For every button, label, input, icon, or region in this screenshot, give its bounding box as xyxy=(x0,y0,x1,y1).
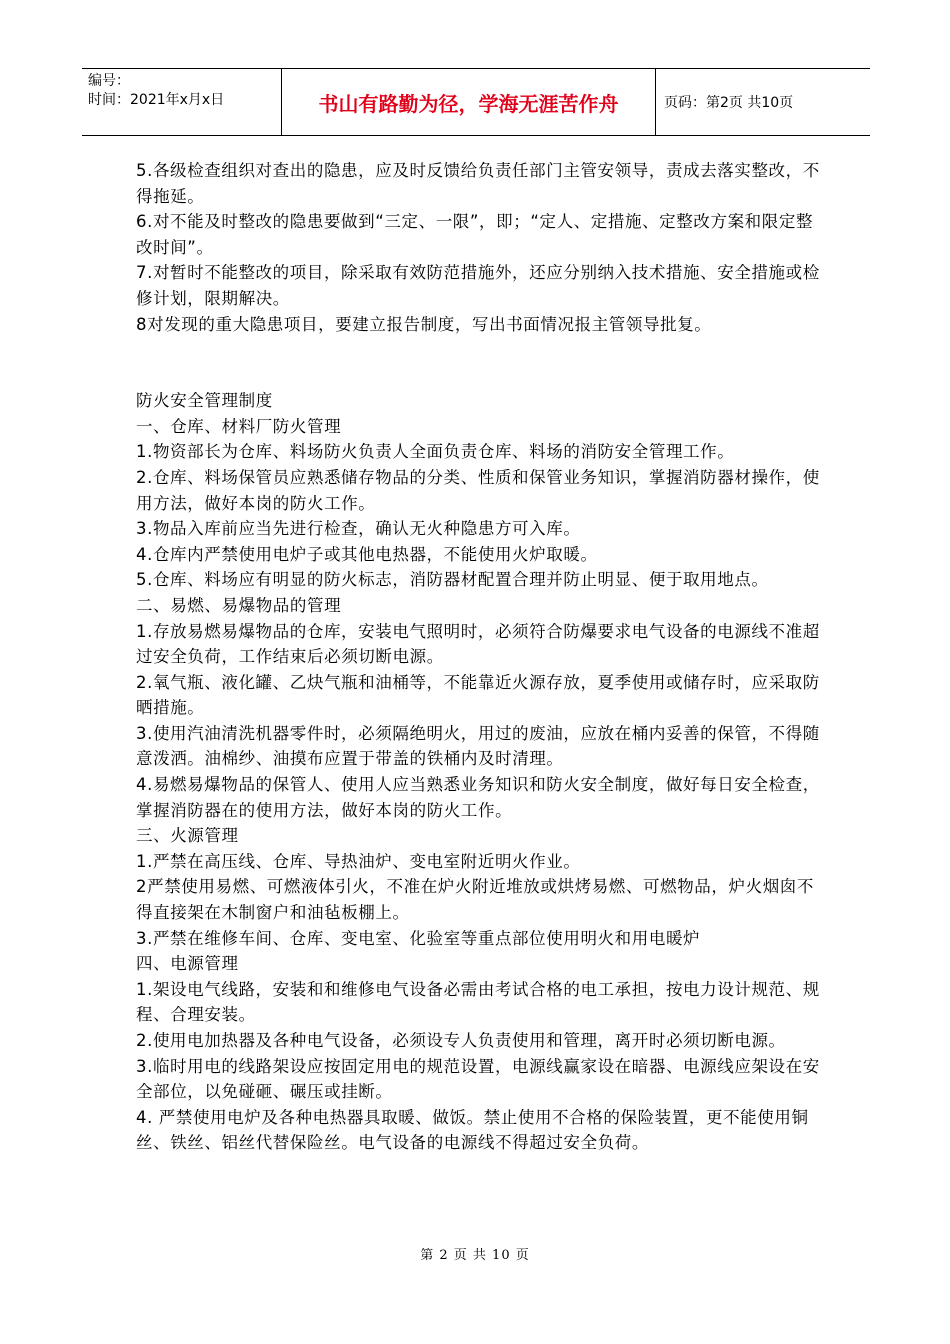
document-time-label: 时间：2021年x月x日 xyxy=(88,92,225,108)
document-body xyxy=(136,158,820,1156)
paragraph: 3.物品入库前应当先进行检查，确认无火种隐患方可入库。 xyxy=(136,519,581,539)
paragraph: 3.临时用电的线路架设应按固定用电的规范设置，电源线赢家设在暗器、电源线应架设在安全部位，以免碰砸、碾压或挂断。 xyxy=(136,1056,820,1102)
section-heading: 一、仓库、材料厂防火管理 xyxy=(136,416,342,436)
section-title: 防火安全管理制度 xyxy=(136,391,273,411)
section-heading: 二、易燃、易爆物品的管理 xyxy=(136,595,342,615)
paragraph: 2严禁使用易燃、可燃液体引火，不准在炉火附近堆放或烘烤易燃、可燃物品，炉火烟囱不得直接架在木制窗户和油毡板棚上。 xyxy=(136,877,814,923)
paragraph: 5.各级检查组织对查出的隐患，应及时反馈给负责任部门主管安领导，责成去落实整改，不得拖延。 xyxy=(136,161,820,206)
paragraph: 6.对不能及时整改的隐患要做到“三定、一限”，即；“定人、定措施、定整改方案和限定整改时间”。 xyxy=(136,212,814,257)
page-footer: 第 2 页 共 10 页 xyxy=(420,1248,530,1263)
paragraph: 5.仓库、料场应有明显的防火标志，消防器材配置合理并防止明显、便于取用地点。 xyxy=(136,570,769,590)
paragraph: 2.使用电加热器及各种电气设备，必须设专人负责使用和管理，离开时必须切断电源。 xyxy=(136,1031,786,1050)
header-motto: 书山有路勤为径，学海无涯苦作舟 xyxy=(282,69,656,135)
paragraph: 4.易燃易爆物品的保管人、使用人应当熟悉业务知识和防火安全制度，做好每日安全检查，掌握消防器在的使用方法，做好本岗的防火工作。 xyxy=(136,775,820,820)
document-number-label: 编号： xyxy=(88,73,130,89)
paragraph: 1.物资部长为仓库、料场防火负责人全面负责仓库、料场的消防安全管理工作。 xyxy=(136,442,735,462)
section-gap xyxy=(136,337,820,388)
paragraph: 7.对暂时不能整改的项目，除采取有效防范措施外，还应分别纳入技术措施、安全措施或检修计划，限期解决。 xyxy=(136,263,820,308)
paragraph: 2.仓库、料场保管员应熟悉储存物品的分类、性质和保管业务知识，掌握消防器材操作，使用方法，做好本岗的防火工作。 xyxy=(136,467,820,513)
paragraph: 3.严禁在维修车间、仓库、变电室、化验室等重点部位使用明火和用电暖炉 xyxy=(136,928,701,948)
paragraph: 4.仓库内严禁使用电炉子或其他电热器，不能使用火炉取暖。 xyxy=(136,544,598,564)
section-heading: 三、火源管理 xyxy=(136,826,239,846)
section-heading: 四、电源管理 xyxy=(136,954,239,974)
paragraph: 8对发现的重大隐患项目，要建立报告制度，写出书面情况报主管领导批复。 xyxy=(136,314,712,334)
page-header xyxy=(82,68,870,136)
paragraph: 3.使用汽油清洗机器零件时，必须隔绝明火，用过的废油，应放在桶内妥善的保管，不得随意泼洒。油棉纱、油摸布应置于带盖的铁桶内及时清理。 xyxy=(136,723,820,769)
paragraph: 2.氧气瓶、液化罐、乙炔气瓶和油桶等，不能靠近火源存放，夏季使用或储存时，应采取防晒措施。 xyxy=(136,672,820,718)
paragraph: 4. 严禁使用电炉及各种电热器具取暖、做饭。禁止使用不合格的保险装置，更不能使用铜丝、铁丝、铝丝代替保险丝。电气设备的电源线不得超过安全负荷。 xyxy=(136,1107,809,1153)
paragraph: 1.架设电气线路，安装和和维修电气设备必需由考试合格的电工承担，按电力设计规范、规程、合理安装。 xyxy=(136,979,820,1025)
paragraph: 1.严禁在高压线、仓库、导热油炉、变电室附近明火作业。 xyxy=(136,851,581,871)
paragraph: 1.存放易燃易爆物品的仓库，安装电气照明时，必须符合防爆要求电气设备的电源线不准超过安全负荷，工作结束后必须切断电源。 xyxy=(136,621,820,667)
header-page-number: 页码：第2页 共10页 xyxy=(664,95,794,111)
header-meta xyxy=(82,69,282,135)
